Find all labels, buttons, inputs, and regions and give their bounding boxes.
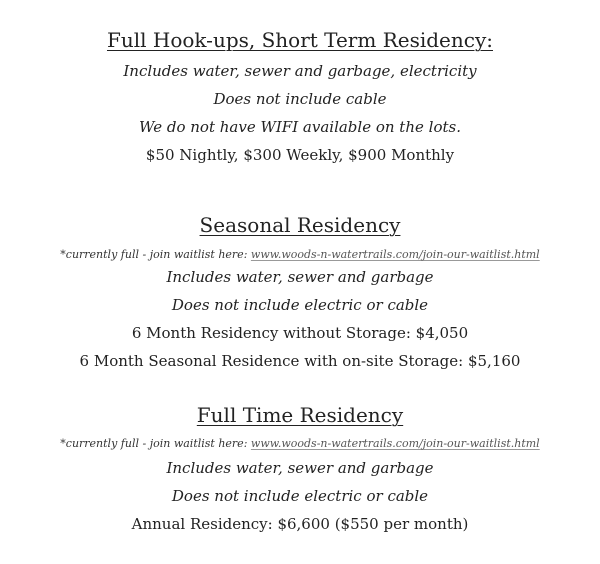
short-term-utilities-line: Includes water, sewer and garbage, electricity <box>123 62 477 80</box>
seasonal-cable-line: Does not include electric or cable <box>171 296 429 314</box>
seasonal-no-storage-price: 6 Month Residency without Storage: $4,050 <box>131 324 469 342</box>
seasonal-storage-price: 6 Month Seasonal Residence with on-site Storage: $5,160 <box>79 352 521 370</box>
section-heading-seasonal: Seasonal Residency <box>199 213 401 237</box>
section-heading-full-time: Full Time Residency <box>196 403 404 427</box>
seasonal-utilities-line: Includes water, sewer and garbage <box>166 268 434 286</box>
seasonal-waitlist-note-text: *currently full - join waitlist here: <box>60 248 248 261</box>
short-term-pricing-line: $50 Nightly, $300 Weekly, $900 Monthly <box>145 146 455 164</box>
full-time-annual-price: Annual Residency: $6,600 ($550 per month) <box>131 515 469 533</box>
short-term-cable-line: Does not include cable <box>213 90 387 108</box>
seasonal-waitlist-note <box>0 249 600 260</box>
full-time-cable-line: Does not include electric or cable <box>171 487 429 505</box>
full-time-waitlist-note <box>0 438 600 449</box>
full-time-utilities-line: Includes water, sewer and garbage <box>166 459 434 477</box>
full-time-waitlist-note-text: *currently full - join waitlist here: <box>60 437 248 450</box>
short-term-wifi-line: We do not have WIFI available on the lots. <box>139 118 461 136</box>
section-heading-short-term: Full Hook-ups, Short Term Residency: <box>106 28 493 52</box>
seasonal-waitlist-link[interactable]: www.woods-n-watertrails.com/join-our-waitlist.html <box>250 248 540 261</box>
full-time-waitlist-link[interactable]: www.woods-n-watertrails.com/join-our-waitlist.html <box>250 437 540 450</box>
